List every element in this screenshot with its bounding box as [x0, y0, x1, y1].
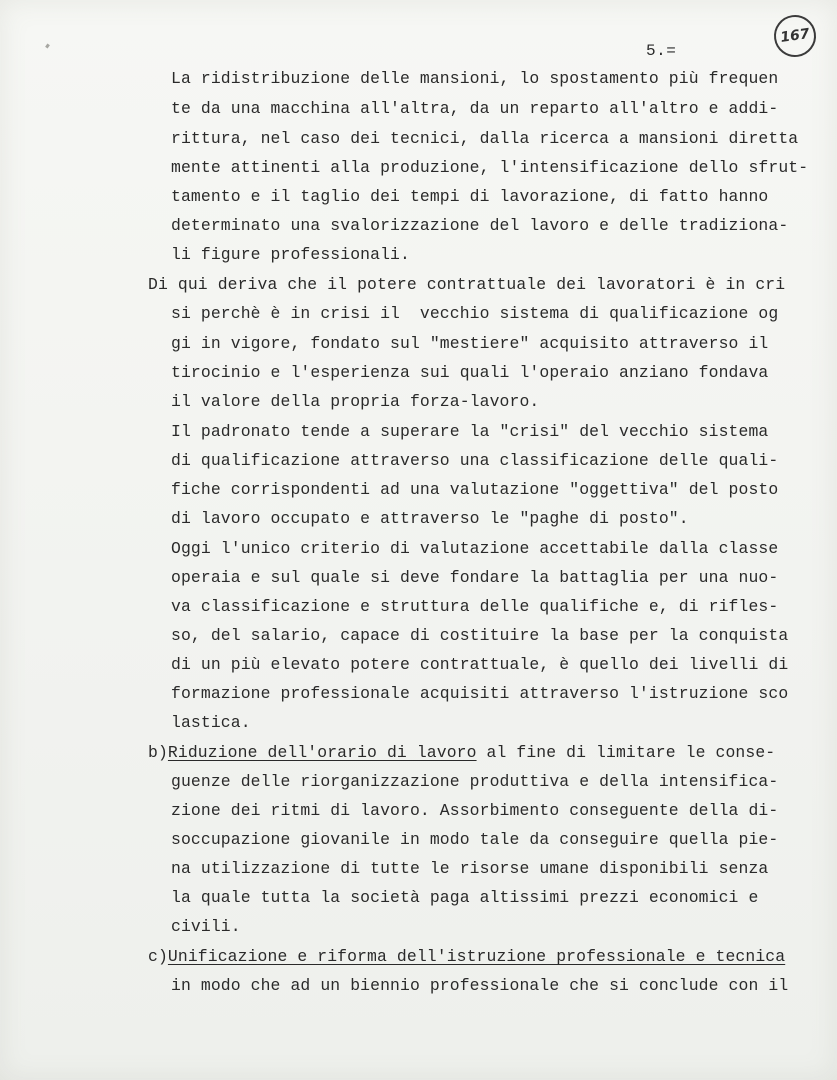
text-line: rittura, nel caso dei tecnici, dalla ricerca a mansioni diretta	[171, 129, 799, 148]
text-line: guenze delle riorganizzazione produttiva e della intensifica-	[171, 772, 779, 791]
text-line: gi in vigore, fondato sul "mestiere" acquisito attraverso il	[171, 334, 769, 353]
text-line: La ridistribuzione delle mansioni, lo spostamento più frequen	[171, 69, 779, 88]
text-line: lastica.	[171, 713, 251, 732]
text-line: formazione professionale acquisiti attraverso l'istruzione sco	[171, 684, 789, 703]
text-line: tamento e il taglio dei tempi di lavorazione, di fatto hanno	[171, 187, 769, 206]
text-line: Di qui deriva che il potere contrattuale dei lavoratori è in cri	[148, 275, 786, 294]
text-line: li figure professionali.	[171, 245, 410, 264]
text-line: la quale tutta la società paga altissimi prezzi economici e	[171, 888, 759, 907]
list-item-b-heading-line	[148, 741, 775, 765]
text-line: va classificazione e struttura delle qualifiche e, di rifles-	[171, 597, 779, 616]
text-line: soccupazione giovanile in modo tale da conseguire quella pie-	[171, 830, 779, 849]
text-line: Oggi l'unico criterio di valutazione accettabile dalla classe	[171, 539, 779, 558]
text-line: di un più elevato potere contrattuale, è quello dei livelli di	[171, 655, 789, 674]
text-line: di lavoro occupato e attraverso le "paghe di posto".	[171, 509, 689, 528]
page-number: 5.=	[646, 42, 677, 60]
text-line: di qualificazione attraverso una classificazione delle quali-	[171, 451, 779, 470]
text-line: fiche corrispondenti ad una valutazione "oggettiva" del posto	[171, 480, 779, 499]
text-line: te da una macchina all'altra, da un reparto all'altro e addi-	[171, 99, 779, 118]
text-line: tirocinio e l'esperienza sui quali l'operaio anziano fondava	[171, 363, 769, 382]
text-line: mente attinenti alla produzione, l'intensificazione dello sfrut-	[171, 158, 809, 177]
text-line: determinato una svalorizzazione del lavoro e delle tradiziona-	[171, 216, 789, 235]
text-line: civili.	[171, 917, 241, 936]
text-line: zione dei ritmi di lavoro. Assorbimento conseguente della di-	[171, 801, 779, 820]
page-stamp: 167	[771, 12, 818, 59]
section-heading: Unificazione e riforma dell'istruzione professionale e tecnica	[167, 947, 786, 966]
text-line: operaia e sul quale si deve fondare la battaglia per una nuo-	[171, 568, 779, 587]
text-line: il valore della propria forza-lavoro.	[171, 392, 540, 411]
scan-speck	[45, 44, 50, 49]
text-line: Il padronato tende a superare la "crisi" del vecchio sistema	[171, 422, 769, 441]
section-heading: Riduzione dell'orario di lavoro	[167, 743, 477, 762]
text-fragment: al fine di limitare le conse-	[476, 743, 776, 762]
text-line: in modo che ad un biennio professionale che si conclude con il	[171, 976, 789, 995]
text-line: na utilizzazione di tutte le risorse umane disponibili senza	[171, 859, 769, 878]
text-line: si perchè è in crisi il vecchio sistema di qualificazione og	[171, 304, 779, 323]
list-marker: c)	[148, 947, 168, 966]
list-marker: b)	[148, 743, 168, 762]
list-item-c-heading-line	[148, 945, 785, 969]
text-line: so, del salario, capace di costituire la base per la conquista	[171, 626, 789, 645]
